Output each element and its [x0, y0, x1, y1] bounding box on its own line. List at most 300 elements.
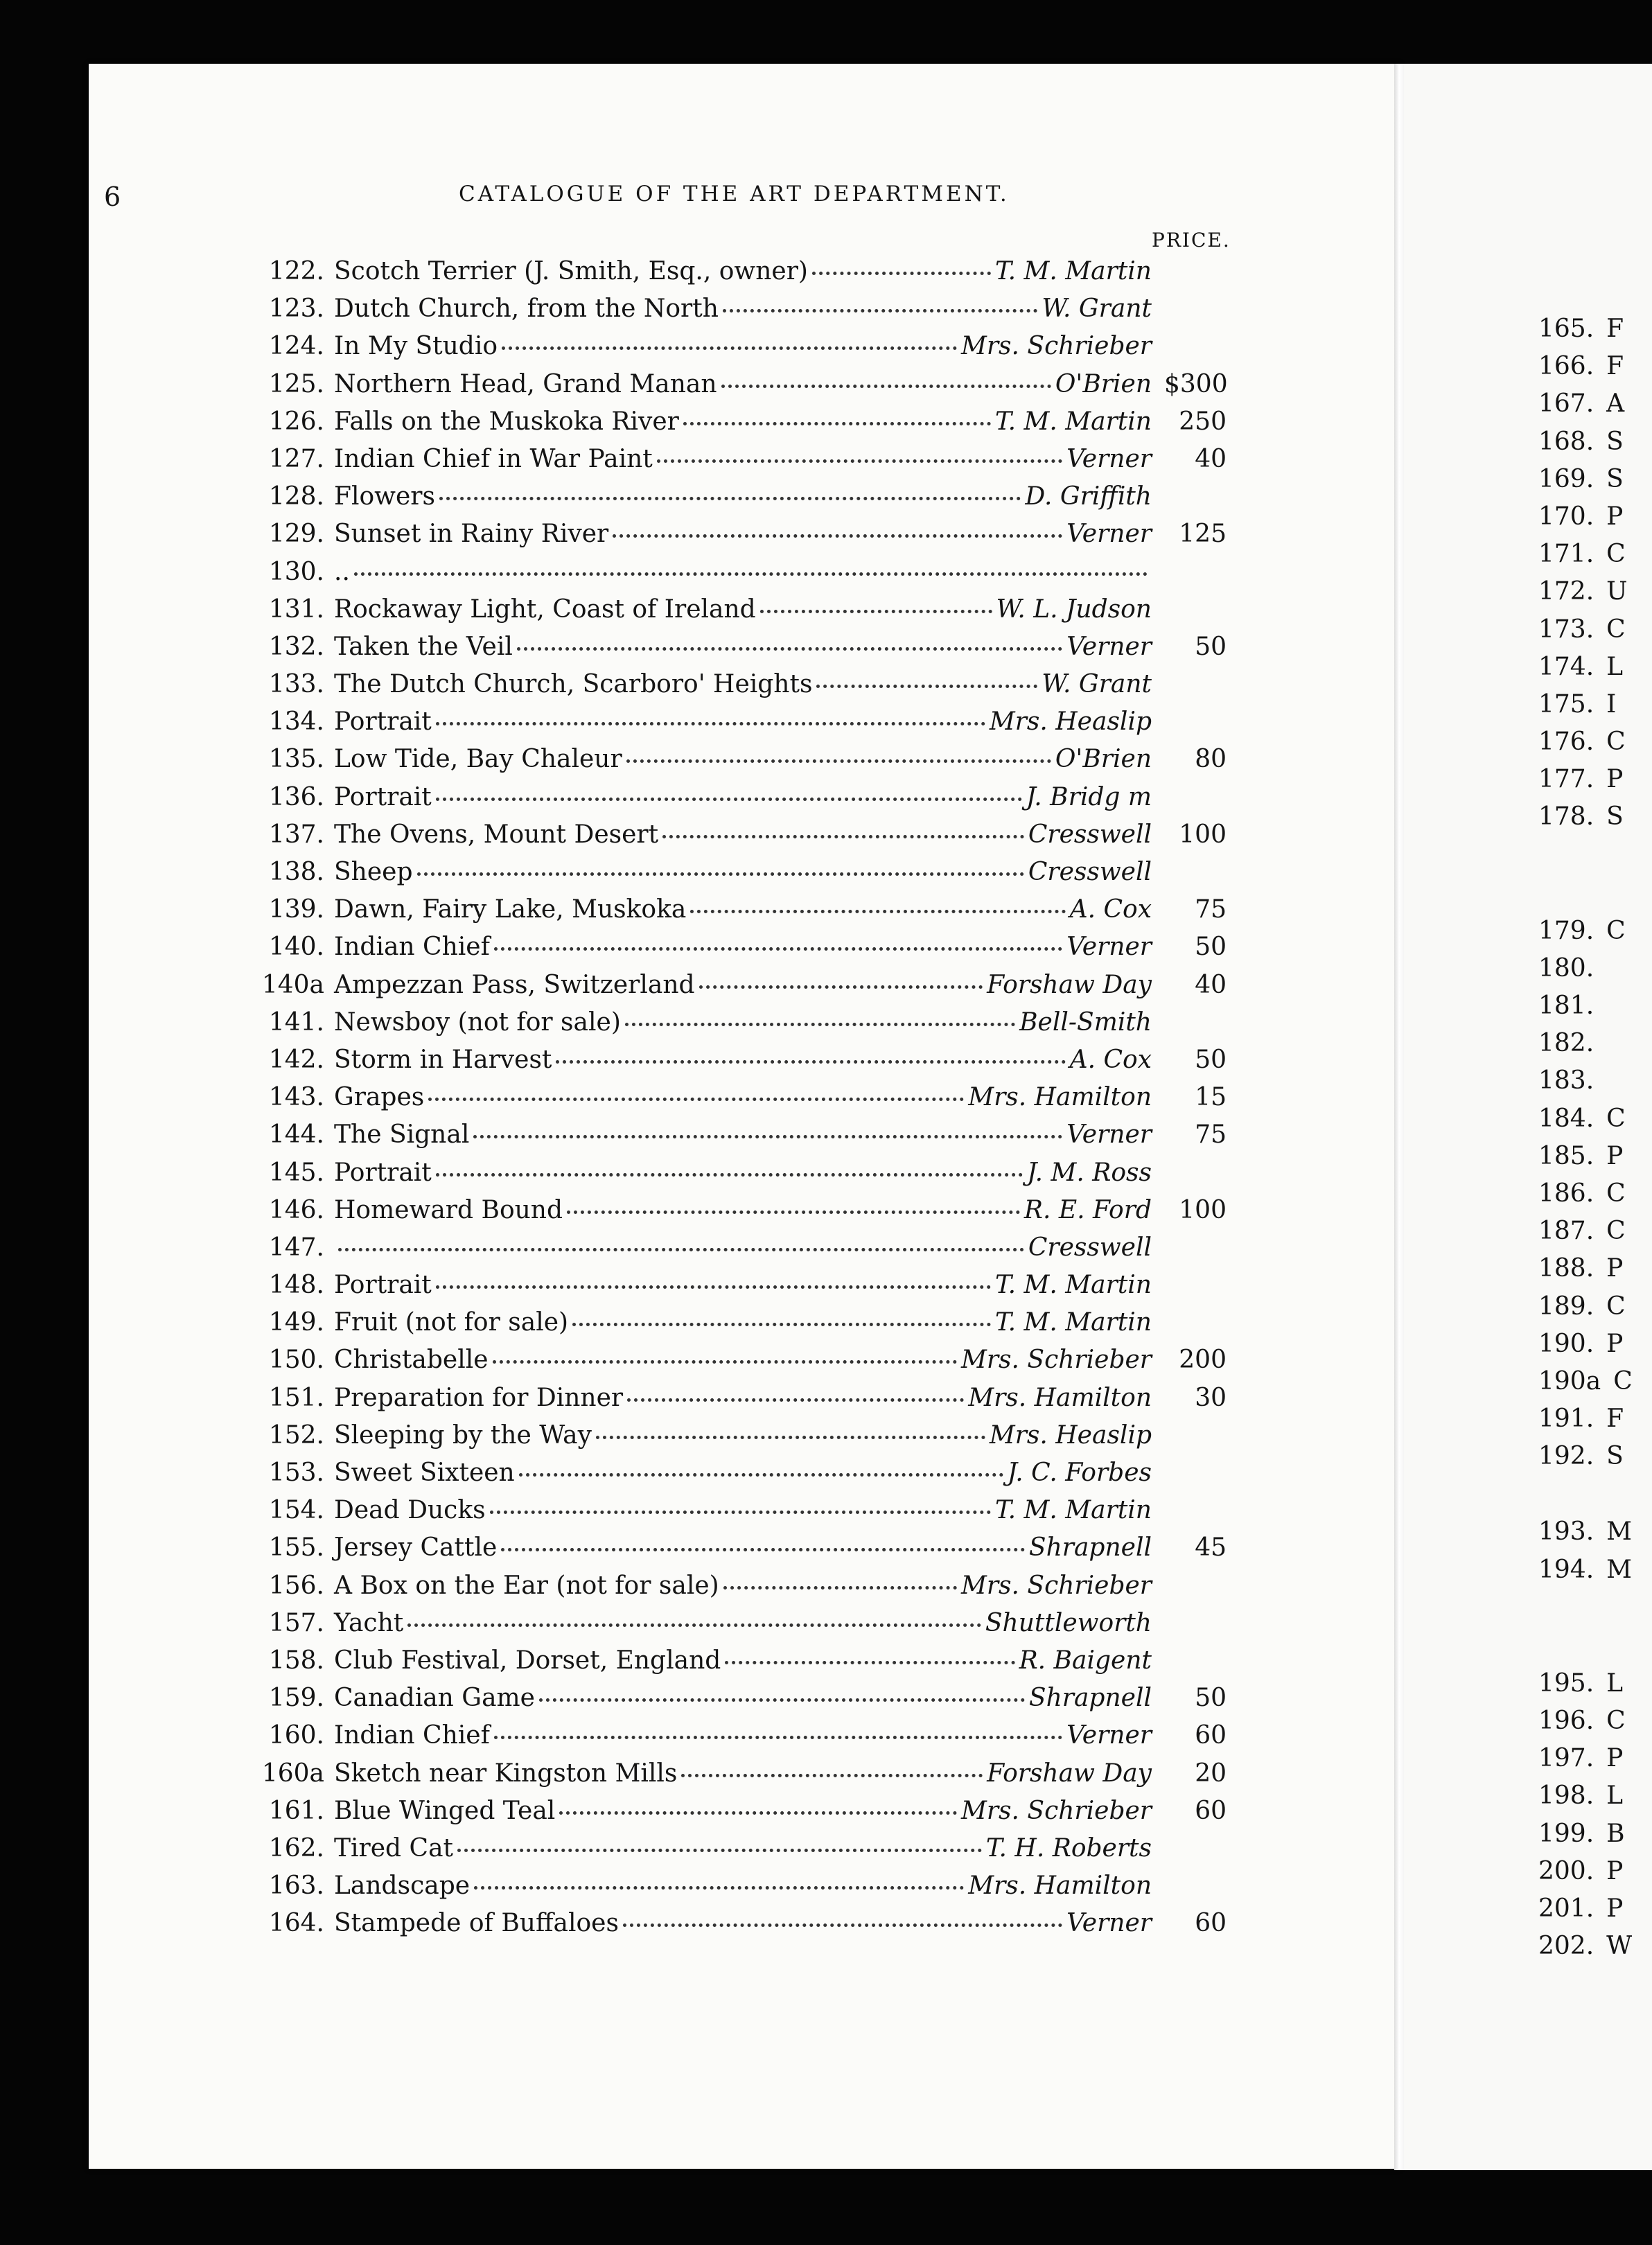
leader-dots [493, 1339, 957, 1364]
leader-dots [721, 364, 1051, 388]
list-item [243, 1644, 1227, 1682]
item-title: Preparation for Dinner [334, 1383, 624, 1412]
right-list-item [1538, 1254, 1652, 1292]
item-number: 147. [268, 1233, 324, 1262]
right-item-number: 182. [1538, 1029, 1594, 1058]
list-item [243, 1419, 1227, 1456]
right-item-number: 172. [1538, 577, 1594, 606]
list-item [243, 1719, 1227, 1757]
item-artist: Forshaw Day [987, 1759, 1152, 1788]
leader-dots [338, 1227, 1024, 1251]
item-title: The Dutch Church, Scarboro' Heights [334, 670, 813, 699]
right-item-number: 199. [1538, 1819, 1594, 1848]
leader-dots [417, 852, 1024, 876]
right-item-text: U [1606, 577, 1628, 606]
spacer [1538, 1631, 1652, 1669]
item-number: 132. [268, 632, 324, 661]
item-price: 80 [1195, 745, 1227, 774]
item-title: Northern Head, Grand Manan [334, 369, 717, 398]
item-number: 149. [268, 1308, 324, 1337]
right-item-number: 198. [1538, 1781, 1594, 1811]
item-artist: Verner [1066, 1721, 1152, 1750]
item-number: 145. [268, 1158, 324, 1187]
item-artist: T. M. Martin [994, 1271, 1152, 1300]
item-title: .. [334, 557, 350, 586]
right-list-item [1538, 1367, 1652, 1405]
item-artist: Mrs. Schrieber [960, 1796, 1152, 1825]
item-price: 200 [1179, 1346, 1227, 1375]
item-title: Christabelle [334, 1346, 489, 1375]
right-list-item [1538, 653, 1652, 690]
list-item [243, 1231, 1227, 1269]
item-number: 158. [268, 1646, 324, 1675]
list-item [243, 893, 1227, 931]
right-item-number: 201. [1538, 1894, 1594, 1923]
list-item [243, 1006, 1227, 1044]
item-title: Stampede of Buffaloes [334, 1909, 619, 1938]
page-title: CATALOGUE OF THE ART DEPARTMENT. [459, 182, 1010, 206]
item-title: Sweet Sixteen [334, 1459, 515, 1487]
item-artist: Cresswell [1028, 1233, 1152, 1262]
item-number: 122. [268, 257, 324, 285]
item-number: 150. [268, 1346, 324, 1375]
item-number: 134. [268, 707, 324, 737]
item-number: 133. [268, 670, 324, 699]
right-list-item [1538, 1029, 1652, 1066]
spacer [1538, 879, 1652, 917]
item-title: The Ovens, Mount Desert [334, 820, 659, 849]
leader-dots [354, 552, 1148, 576]
list-item [243, 1118, 1227, 1156]
list-item [243, 593, 1227, 631]
leader-dots [723, 1565, 957, 1590]
list-item [243, 1569, 1227, 1607]
item-number: 130. [268, 557, 324, 586]
leader-dots [625, 1002, 1015, 1026]
item-number: 128. [268, 482, 324, 511]
item-number: 135. [268, 745, 324, 774]
leader-dots [572, 1302, 991, 1326]
right-item-number: 181. [1538, 992, 1594, 1020]
right-list-item [1538, 577, 1652, 615]
right-item-text: S [1606, 427, 1624, 456]
leader-dots [596, 1415, 985, 1439]
right-item-text: F [1606, 352, 1624, 381]
right-item-number: 175. [1538, 689, 1594, 719]
item-artist: Shrapnell [1028, 1684, 1152, 1713]
list-item [243, 856, 1227, 893]
right-item-text: P [1606, 1856, 1624, 1885]
spacer [1538, 1479, 1652, 1517]
item-number: 157. [268, 1608, 324, 1637]
item-number: 162. [268, 1833, 324, 1863]
right-item-number: 177. [1538, 765, 1594, 794]
leader-dots [690, 889, 1065, 913]
item-artist: Cresswell [1028, 858, 1152, 886]
right-list-item [1538, 728, 1652, 765]
item-artist: T. M. Martin [994, 1308, 1152, 1337]
item-number: 161. [268, 1796, 324, 1825]
list-item [243, 969, 1227, 1006]
right-item-number: 193. [1538, 1517, 1594, 1547]
right-item-text: A [1606, 389, 1625, 419]
item-artist: Mrs. Schrieber [960, 1571, 1152, 1600]
catalogue-list [243, 255, 1227, 1944]
item-title: Indian Chief [334, 1721, 490, 1750]
right-list-item [1538, 1820, 1652, 1857]
list-item [243, 1531, 1227, 1569]
right-list-item [1538, 1442, 1652, 1479]
item-artist: Mrs. Hamilton [968, 1383, 1152, 1412]
right-item-number: 168. [1538, 427, 1594, 456]
item-number: 124. [268, 332, 324, 361]
item-title: Portrait [334, 707, 432, 737]
item-number: 163. [268, 1872, 324, 1901]
item-artist: R. Baigent [1019, 1646, 1152, 1675]
item-price: 50 [1195, 632, 1227, 661]
right-item-number: 183. [1538, 1066, 1594, 1095]
leader-dots [681, 1753, 983, 1777]
item-title: Taken the Veil [334, 632, 513, 661]
right-list-item [1538, 502, 1652, 540]
leader-dots [494, 926, 1062, 951]
list-item [243, 1757, 1227, 1795]
list-item [243, 1269, 1227, 1306]
right-item-text: L [1606, 1781, 1624, 1811]
item-artist: A. Cox [1069, 1045, 1152, 1074]
right-item-text: S [1606, 464, 1624, 493]
item-title: Homeward Bound [334, 1195, 563, 1224]
right-list-item [1538, 315, 1652, 352]
item-artist: Mrs. Heaslip [989, 1420, 1152, 1450]
item-artist: W. Grant [1042, 294, 1152, 324]
right-item-number: 184. [1538, 1104, 1594, 1133]
leader-dots [436, 1152, 1023, 1177]
leader-dots [436, 701, 985, 725]
price-column-heading: PRICE. [1152, 229, 1231, 252]
right-list-item [1538, 1179, 1652, 1217]
item-title: Scotch Terrier (J. Smith, Esq., owner) [334, 257, 808, 285]
right-item-number: 174. [1538, 652, 1594, 681]
item-title: Sketch near Kingston Mills [334, 1759, 678, 1788]
item-number: 152. [268, 1420, 324, 1450]
right-item-text: S [1606, 1442, 1624, 1471]
right-item-number: 200. [1538, 1856, 1594, 1885]
leader-dots [490, 1490, 991, 1514]
right-item-number: 166. [1538, 352, 1594, 381]
list-item [243, 255, 1227, 292]
leader-dots [812, 251, 991, 275]
item-price: 20 [1195, 1759, 1227, 1788]
right-item-text: C [1606, 1217, 1626, 1246]
item-artist: Mrs. Heaslip [989, 707, 1152, 737]
item-artist: Mrs. Hamilton [968, 1083, 1152, 1112]
right-list-item [1538, 690, 1652, 728]
leader-dots [436, 1265, 991, 1289]
item-title: Sleeping by the Way [334, 1420, 592, 1450]
right-item-number: 195. [1538, 1669, 1594, 1698]
right-item-number: 176. [1538, 728, 1594, 757]
right-item-text: C [1606, 916, 1626, 945]
right-list-item [1538, 352, 1652, 389]
spacer [1538, 840, 1652, 879]
item-number: 148. [268, 1271, 324, 1300]
leader-dots [539, 1678, 1025, 1702]
item-number: 127. [268, 444, 324, 473]
right-item-text: C [1606, 1179, 1626, 1208]
leader-dots [436, 777, 1022, 801]
right-item-text: W [1606, 1932, 1633, 1961]
leader-dots [517, 626, 1062, 651]
item-artist: T. H. Roberts [985, 1833, 1152, 1863]
right-list-item [1538, 465, 1652, 502]
item-artist: Shrapnell [1028, 1533, 1152, 1562]
right-list-item [1538, 1330, 1652, 1367]
item-artist: J. C. Forbes [1007, 1459, 1152, 1487]
item-price: 40 [1195, 970, 1227, 999]
right-item-number: 194. [1538, 1555, 1594, 1584]
item-title: Grapes [334, 1083, 425, 1112]
right-item-text: I [1606, 689, 1617, 719]
item-title: Dead Ducks [334, 1496, 486, 1525]
right-list-item [1538, 1556, 1652, 1593]
item-number: 140a [261, 970, 324, 999]
right-list-item [1538, 1744, 1652, 1781]
leader-dots [613, 513, 1062, 538]
leader-dots [473, 1114, 1062, 1138]
right-item-text: L [1606, 652, 1624, 681]
item-title: Flowers [334, 482, 435, 511]
list-item [243, 1044, 1227, 1081]
leader-dots [474, 1865, 964, 1890]
leader-dots [494, 1715, 1062, 1739]
item-artist: Verner [1066, 444, 1152, 473]
list-item [243, 1832, 1227, 1869]
item-artist: O'Brien [1055, 745, 1152, 774]
list-item [243, 556, 1227, 593]
list-item [243, 480, 1227, 518]
item-number: 159. [268, 1684, 324, 1713]
item-price: 30 [1195, 1383, 1227, 1412]
item-title: Portrait [334, 1271, 432, 1300]
item-price: 50 [1195, 933, 1227, 962]
right-item-number: 196. [1538, 1707, 1594, 1735]
item-title: Canadian Game [334, 1684, 535, 1713]
leader-dots [662, 814, 1024, 838]
right-list-item [1538, 1707, 1652, 1744]
item-price: 50 [1195, 1045, 1227, 1074]
item-artist: Verner [1066, 520, 1152, 549]
right-item-number: 197. [1538, 1744, 1594, 1773]
right-item-number: 167. [1538, 389, 1594, 419]
right-item-text: C [1606, 1104, 1626, 1133]
right-item-text: F [1606, 315, 1624, 343]
item-number: 142. [268, 1045, 324, 1074]
right-item-text: S [1606, 802, 1624, 831]
item-price: 250 [1179, 407, 1227, 436]
item-artist: Verner [1066, 1909, 1152, 1938]
right-item-number: 173. [1538, 615, 1594, 644]
item-number: 164. [268, 1909, 324, 1938]
list-item [243, 1907, 1227, 1944]
right-item-text: F [1606, 1405, 1624, 1434]
item-artist: Forshaw Day [987, 970, 1152, 999]
right-item-text: P [1606, 1894, 1624, 1923]
right-list-item [1538, 1217, 1652, 1254]
right-item-text: C [1613, 1366, 1633, 1396]
item-number: 144. [268, 1120, 324, 1150]
item-title: Portrait [334, 1158, 432, 1187]
right-list-item [1538, 1292, 1652, 1330]
item-artist: Verner [1066, 933, 1152, 962]
item-number: 140. [268, 933, 324, 962]
item-title: Sheep [334, 858, 413, 886]
item-price: 75 [1195, 895, 1227, 924]
list-item [243, 781, 1227, 818]
leader-dots [699, 965, 983, 989]
item-artist: A. Cox [1069, 895, 1152, 924]
list-item [243, 443, 1227, 480]
leader-dots [556, 1039, 1065, 1064]
item-number: 160a [261, 1759, 324, 1788]
right-item-text: B [1606, 1819, 1625, 1848]
leader-dots [723, 288, 1037, 312]
right-item-text: P [1606, 1141, 1624, 1170]
right-item-number: 179. [1538, 916, 1594, 945]
right-list-item [1538, 917, 1652, 954]
item-title: Jersey Cattle [334, 1533, 498, 1562]
item-number: 126. [268, 407, 324, 436]
right-item-text: P [1606, 1744, 1624, 1773]
item-title: Rockaway Light, Coast of Ireland [334, 595, 756, 624]
item-artist: J. Bridg m [1026, 782, 1152, 811]
leader-dots [626, 739, 1051, 763]
right-item-text: P [1606, 765, 1624, 794]
item-artist: W. Grant [1042, 670, 1152, 699]
right-list-item [1538, 1669, 1652, 1707]
right-item-text: C [1606, 540, 1626, 569]
item-artist: O'Brien [1055, 369, 1152, 398]
right-list-item [1538, 1932, 1652, 1969]
item-title: Dutch Church, from the North [334, 294, 719, 324]
item-price: 45 [1195, 1533, 1227, 1562]
list-item [243, 1081, 1227, 1118]
right-list-item [1538, 1781, 1652, 1819]
list-item [243, 1869, 1227, 1907]
right-item-text: C [1606, 1292, 1626, 1321]
leader-dots [519, 1452, 1003, 1477]
right-item-text: P [1606, 502, 1624, 531]
item-artist: T. M. Martin [994, 257, 1152, 285]
item-artist: D. Griffith [1025, 482, 1152, 511]
right-list-item [1538, 802, 1652, 840]
leader-dots [760, 589, 992, 613]
item-title: Falls on the Muskoka River [334, 407, 679, 436]
item-title: Fruit (not for sale) [334, 1308, 569, 1337]
page-number: 6 [104, 182, 121, 212]
right-page-list [1538, 315, 1652, 1969]
item-artist: Mrs. Schrieber [960, 332, 1152, 361]
item-number: 141. [268, 1007, 324, 1037]
right-list-item [1538, 428, 1652, 465]
item-number: 155. [268, 1533, 324, 1562]
item-price: $300 [1164, 369, 1228, 398]
list-item [243, 1795, 1227, 1832]
right-list-item [1538, 954, 1652, 992]
item-artist: W. L. Judson [996, 595, 1152, 624]
item-number: 146. [268, 1195, 324, 1224]
list-item [243, 518, 1227, 555]
item-number: 143. [268, 1083, 324, 1112]
item-artist: Cresswell [1028, 820, 1152, 849]
item-title: Yacht [334, 1608, 404, 1637]
item-number: 136. [268, 782, 324, 811]
right-list-item [1538, 1104, 1652, 1142]
item-artist: T. M. Martin [994, 1496, 1152, 1525]
leader-dots [559, 1790, 957, 1815]
right-item-number: 189. [1538, 1292, 1594, 1321]
item-number: 138. [268, 858, 324, 886]
item-number: 151. [268, 1383, 324, 1412]
item-number: 139. [268, 895, 324, 924]
right-item-number: 187. [1538, 1217, 1594, 1246]
leader-dots [428, 1077, 964, 1101]
right-item-number: 190. [1538, 1329, 1594, 1358]
item-number: 123. [268, 294, 324, 324]
item-title: Low Tide, Bay Chaleur [334, 745, 622, 774]
right-item-number: 191. [1538, 1405, 1594, 1434]
item-price: 100 [1179, 1195, 1227, 1224]
list-item [243, 1682, 1227, 1719]
right-item-number: 169. [1538, 464, 1594, 493]
item-title: Portrait [334, 782, 432, 811]
leader-dots [501, 1527, 1025, 1551]
list-item [243, 1456, 1227, 1494]
item-title: Indian Chief in War Paint [334, 444, 653, 473]
item-number: 125. [268, 369, 324, 398]
list-item [243, 1306, 1227, 1344]
leader-dots [657, 439, 1062, 463]
right-item-text: P [1606, 1254, 1624, 1283]
list-item [243, 330, 1227, 367]
right-list-item [1538, 389, 1652, 427]
leader-dots [457, 1828, 982, 1852]
list-item [243, 1344, 1227, 1381]
right-list-item [1538, 1142, 1652, 1179]
right-list-item [1538, 1857, 1652, 1894]
leader-dots [407, 1603, 981, 1627]
right-list-item [1538, 992, 1652, 1029]
item-title: Storm in Harvest [334, 1045, 552, 1074]
item-number: 153. [268, 1459, 324, 1487]
item-price: 75 [1195, 1120, 1227, 1150]
leader-dots [725, 1640, 1014, 1664]
item-price: 100 [1179, 820, 1227, 849]
leader-dots [683, 401, 991, 425]
item-number: 137. [268, 820, 324, 849]
list-item [243, 631, 1227, 668]
right-item-number: 190a [1538, 1366, 1601, 1396]
item-title: In My Studio [334, 332, 498, 361]
item-price: 50 [1195, 1684, 1227, 1713]
list-item [243, 1382, 1227, 1419]
list-item [243, 743, 1227, 780]
leader-dots [623, 1903, 1062, 1927]
item-title: Indian Chief [334, 933, 490, 962]
item-price: 15 [1195, 1083, 1227, 1112]
list-item [243, 368, 1227, 405]
leader-dots [567, 1190, 1020, 1214]
